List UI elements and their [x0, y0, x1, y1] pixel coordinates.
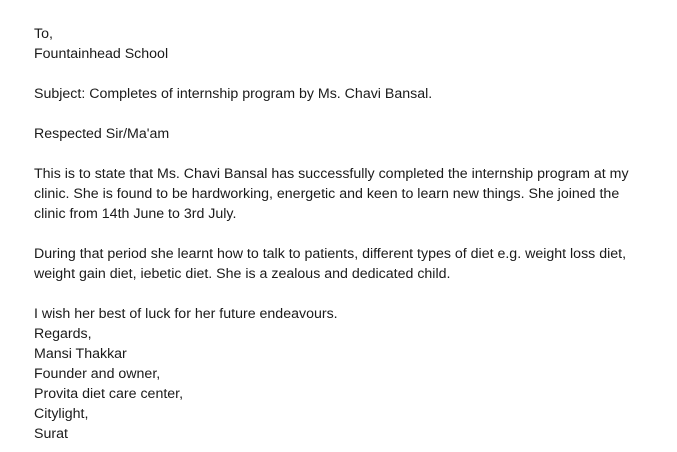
paragraph-line: weight gain diet, iebetic diet. She is a zealous and dedicated child.	[34, 266, 451, 282]
spacer	[34, 144, 664, 164]
salutation-to: To,	[34, 26, 53, 42]
signer-area: Citylight,	[34, 406, 89, 422]
spacer	[34, 284, 664, 304]
spacer	[34, 64, 664, 84]
paragraph-line: This is to state that Ms. Chavi Bansal has successfully completed the internship program at my	[34, 166, 629, 182]
spacer	[34, 104, 664, 124]
signoff: Regards,	[34, 326, 92, 342]
signer-city: Surat	[34, 426, 68, 442]
closing-wish: I wish her best of luck for her future endeavours.	[34, 306, 338, 322]
subject-line: Subject: Completes of internship program by Ms. Chavi Bansal.	[34, 86, 433, 102]
spacer	[34, 224, 664, 244]
signer-organization: Provita diet care center,	[34, 386, 184, 402]
paragraph-line: clinic. She is found to be hardworking, energetic and keen to learn new things. She joined the	[34, 186, 620, 202]
body-paragraph-2	[34, 244, 664, 284]
paragraph-line: clinic from 14th June to 3rd July.	[34, 206, 237, 222]
signer-title: Founder and owner,	[34, 366, 161, 382]
recipient-name: Fountainhead School	[34, 46, 169, 62]
greeting: Respected Sir/Ma'am	[34, 126, 170, 142]
signer-name: Mansi Thakkar	[34, 346, 127, 362]
letter	[34, 24, 664, 444]
paragraph-line: During that period she learnt how to talk to patients, different types of diet e.g. weight loss diet,	[34, 246, 627, 262]
body-paragraph-1	[34, 164, 664, 224]
